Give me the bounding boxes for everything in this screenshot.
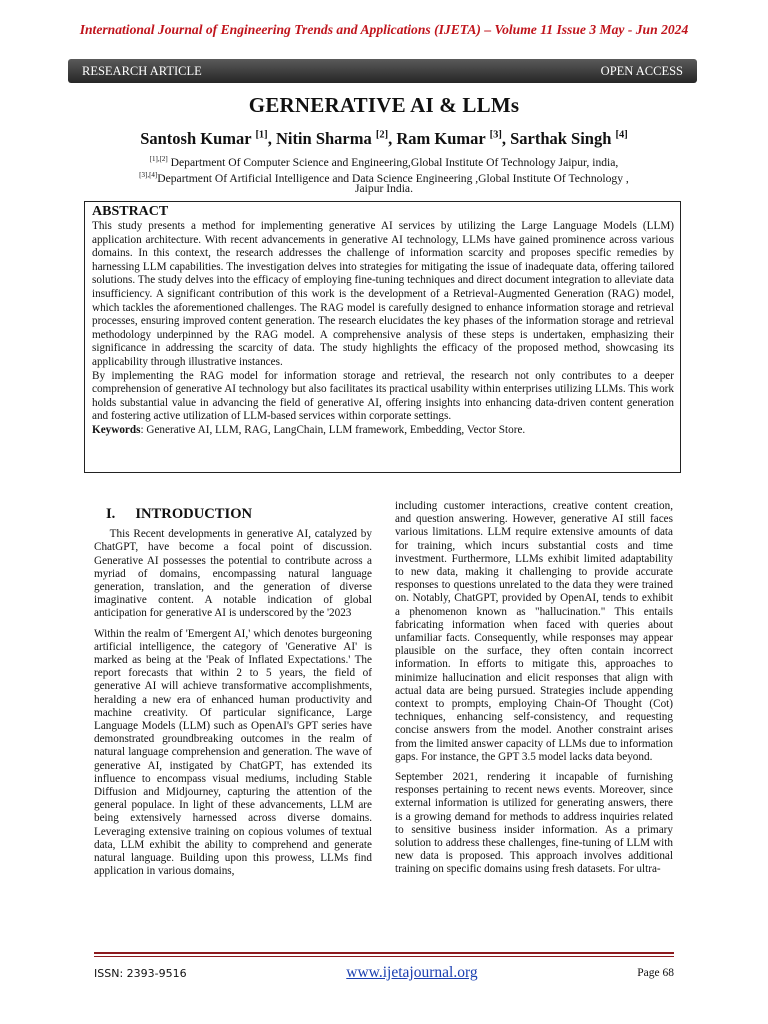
abstract-box [84,201,681,473]
author-ref: [1] [255,129,268,141]
author-sep: , [501,129,511,148]
open-access-label: OPEN ACCESS [600,63,683,78]
issn-label: ISSN: 2393-9516 [94,966,187,980]
intro-paragraph-2: Within the realm of 'Emergent AI,' which denotes burgeoning artificial intelligence, the category of 'Generative AI' is marked as being at the 'Peak of Inflated Expectations.' The report forecasts that within 2 to 5 years, the field of generative AI will achieve transformative accomplishments, heralding a new era of enhanced human productivity and machine creativity. Of particular significance, Large Language Models (LLM) such as OpenAI's GPT series have demonstrated groundbreaking outcomes in the realm of natural language comprehension and generation. The wave of generative AI, instigated by ChatGPT, has extended its influence to encompass visual mediums, including Stable Diffusion and Midjourney, capturing the attention of the general populace. In light of these advancements, LLM are being extensively harnessed across diverse domains. Leveraging extensive training on copious volumes of textual data, LLM exhibit the ability to comprehend and generate natural language. Building upon this prowess, LLMs find application in various domains, [94,627,372,878]
author-sep: , [267,129,276,148]
keywords [92,424,674,438]
keywords-text: : Generative AI, LLM, RAG, LangChain, LLM framework, Embedding, Vector Store. [140,423,526,436]
author-list [0,129,768,149]
left-column [94,500,372,885]
author-name: Santosh Kumar [140,129,256,148]
author-ref: [4] [615,129,628,141]
affiliation-ref: [1],[2] [149,155,168,163]
affiliation-text: Department Of Computer Science and Engineering,Global Institute Of Technology Jaipur, india, [167,155,619,169]
abstract-heading: ABSTRACT [92,204,169,219]
author-ref: [3] [489,129,502,141]
affiliation-ref: [3],[4] [139,171,158,179]
journal-website-link[interactable]: www.ijetajournal.org [346,964,478,981]
affiliation-2-cont: Jaipur India. [355,182,413,195]
section-heading-introduction [106,508,372,521]
keywords-label: Keywords [92,423,141,436]
author-name: Sarthak Singh [510,129,616,148]
article-type-bar [68,59,697,83]
journal-header: International Journal of Engineering Trends and Applications (IJETA) – Volume 11 Issue 3 May - Jun 2024 [79,22,689,37]
footer-rule [94,952,674,954]
right-column [395,500,673,884]
author-sep: , [388,129,397,148]
intro-paragraph-3: including customer interactions, creative content creation, and question answering. However, generative AI still faces various limitations. LLM require extensive amounts of data for training, which incurs substantial costs and time investment. Furthermore, LLMs exhibit limited adaptability to new data, making it challenging to provide accurate responses to questions unrelated to the data they were trained on. Notably, ChatGPT, provided by OpenAI, tends to exhibit a phenomenon known as "hallucination." This entails fabricating information when faced with queries about unfamiliar facts. Consequently, while responses may appear plausible on the surface, they often contain incorrect information. In efforts to mitigate this, approaches to minimize hallucination and elicit responses that align with actual data are being pursued. Strategies include appending context to prompts, employing Chain-Of Thought (Cot) techniques, enhancing self-consistency, and requesting concise answers from the model. Another constraint arises from the limited answer capacity of LLMs due to information gaps. For instance, the GPT 3.5 model lacks data beyond. [395,500,673,763]
abstract-paragraph-2: By implementing the RAG model for information storage and retrieval, the research not only contributes to a deeper comprehension of generative AI technology but also facilitates its practical usability within enterprises utilizing LLMs. This work holds substantial value in advancing the field of generative AI, offering insights into enhancing data-driven content generation and fostering active utilization of LLM-based services within corporate settings. [92,369,674,423]
abstract-paragraph-1: This study presents a method for implementing generative AI services by utilizing the Large Language Models (LLM) application architecture. With recent advancements in generative AI technology, LLMs have gained prominence across various domains. In this context, the research addresses the challenge of information scarcity and proposes specific remedies by harnessing LLM capabilities. The investigation delves into strategies for mitigating the issue of inadequate data, offering tailored solutions. The study delves into the efficacy of employing fine-tuning techniques and direct document integration to alleviate data insufficiency. A significant contribution of this work is the development of a Retrieval-Augmented Generation (RAG) model, which tackles the aforementioned challenges. The RAG model is carefully designed to enhance information storage and retrieval processes, ensuring improved content generation. The research elucidates the key phases of the information storage and retrieval methodology underpinned by the RAG model. A comprehensive analysis of these steps is undertaken, emphasizing their significance in addressing the scarcity of data. The study highlights the efficacy of the proposed method, showcasing its applicability through illustrative instances. [92,220,674,368]
footer-rule-thin [94,956,674,957]
article-type-label: RESEARCH ARTICLE [82,63,202,78]
author-name: Ram Kumar [396,129,490,148]
paper-title: GERNERATIVE AI & LLMs [248,93,520,117]
intro-paragraph-4: September 2021, rendering it incapable of furnishing responses pertaining to recent news events. Moreover, since external information is utilized for generating answers, there is a growing demand for methods to address inquiries related to sensitive business insider information. As a primary solution to address these challenges, fine-tuning of LLM with new data is proposed. This approach involves additional training on specific domains using fresh datasets. For ultra- [395,771,673,876]
intro-paragraph-1: This Recent developments in generative AI, catalyzed by ChatGPT, have become a focal point of discussion. Generative AI possesses the potential to contribute across a myriad of domains, encompassing natural language generation, translation, and the generation of diverse imaginative content. A notable indication of global anticipation for generative AI is underscored by the '2023 [94,528,372,620]
affiliation-text: Department Of Artificial Intelligence and Data Science Engineering ,Global Institute Of Technology , [157,171,629,185]
section-title: INTRODUCTION [135,506,253,522]
section-number: I. [106,506,116,522]
page-footer [94,962,674,984]
page-number: Page 68 [637,967,674,979]
author-ref: [2] [375,129,389,141]
author-name: Nitin Sharma [275,129,376,148]
